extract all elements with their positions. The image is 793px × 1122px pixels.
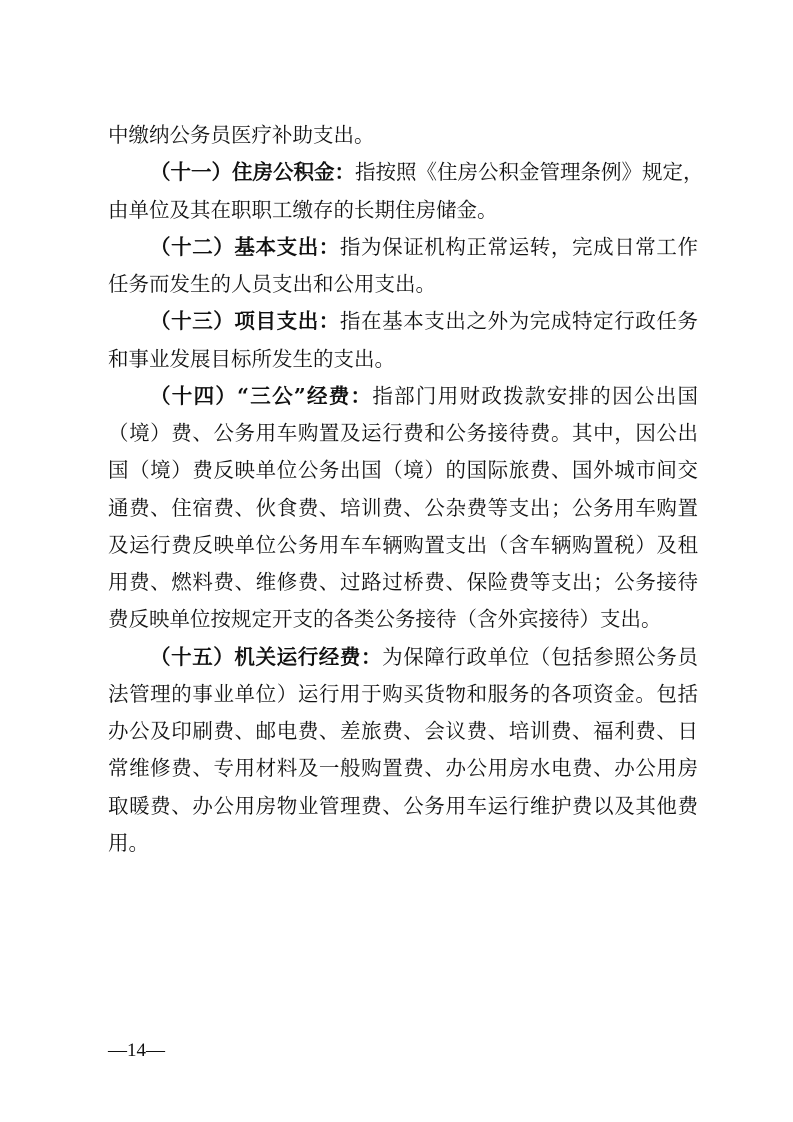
line-text: 指为保证机构正常运转，完成日常工作 <box>339 234 699 259</box>
text-line <box>108 639 698 676</box>
line-text: 指按照《住房公积金管理条例》规定， <box>355 160 704 185</box>
term-heading: （十二）基本支出： <box>150 234 340 259</box>
text-line <box>108 415 698 452</box>
text-line <box>108 154 704 191</box>
line-text: 通费、住宿费、伙食费、培训费、公杂费等支出；公务用车购置 <box>108 495 698 520</box>
text-line <box>108 527 698 564</box>
line-text: 办公及印刷费、邮电费、差旅费、会议费、培训费、福利费、日 <box>108 719 698 743</box>
text-line <box>108 229 698 266</box>
line-text: 用费、燃料费、维修费、过路过桥费、保险费等支出；公务接待 <box>108 570 698 594</box>
line-text: 国（境）费反映单位公务出国（境）的国际旅费、国外城市间交 <box>108 458 698 483</box>
paragraph <box>108 303 698 378</box>
text-line <box>108 117 698 154</box>
text-line <box>108 378 698 415</box>
line-text: 取暖费、办公用房物业管理费、公务用车运行维护费以及其他费 <box>108 793 698 818</box>
text-line <box>108 788 698 825</box>
line-text: 指部门用财政拨款安排的因公出国 <box>372 383 698 408</box>
line-text: 和事业发展目标所发生的支出。 <box>108 346 395 371</box>
term-heading: （十一）住房公积金： <box>150 160 355 185</box>
line-text: 指在基本支出之外为完成特定行政任务 <box>339 309 699 334</box>
text-line <box>108 341 698 378</box>
line-text: 为保障行政单位（包括参照公务员 <box>382 644 699 669</box>
line-text: 及运行费反映单位公务用车车辆购置支出（含车辆购置税）及租 <box>108 532 698 557</box>
text-line <box>108 266 698 303</box>
line-text: 任务而发生的人员支出和公用支出。 <box>108 272 436 296</box>
document-body <box>108 117 704 862</box>
paragraph <box>108 639 698 863</box>
text-line <box>108 676 698 713</box>
line-text: （境）费、公务用车购置及运行费和公务接待费。其中，因公出 <box>108 421 698 445</box>
line-text: 中缴纳公务员医疗补助支出。 <box>108 123 375 147</box>
term-heading: （十五）机关运行经费： <box>150 644 383 669</box>
text-line <box>108 825 698 862</box>
paragraph <box>108 378 698 639</box>
paragraph <box>108 229 698 304</box>
line-text: 由单位及其在职职工缴存的长期住房储金。 <box>108 197 498 222</box>
text-line <box>108 750 698 787</box>
line-text: 法管理的事业单位）运行用于购买货物和服务的各项资金。包括 <box>108 681 698 706</box>
text-line <box>108 452 698 489</box>
text-line <box>108 564 698 601</box>
text-line <box>108 192 698 229</box>
paragraph <box>108 154 704 229</box>
line-text: 用。 <box>108 830 149 855</box>
term-heading: （十四）“三公”经费： <box>150 383 373 408</box>
line-text: 常维修费、专用材料及一般购置费、办公用房水电费、办公用房 <box>108 756 698 781</box>
text-line <box>108 713 698 750</box>
term-heading: （十三）项目支出： <box>150 309 340 334</box>
line-text: 费反映单位按规定开支的各类公务接待（含外宾接待）支出。 <box>108 607 662 632</box>
page-number: —14— <box>108 1040 165 1061</box>
paragraph <box>108 117 698 154</box>
text-line <box>108 601 698 638</box>
text-line <box>108 303 698 340</box>
text-line <box>108 490 698 527</box>
